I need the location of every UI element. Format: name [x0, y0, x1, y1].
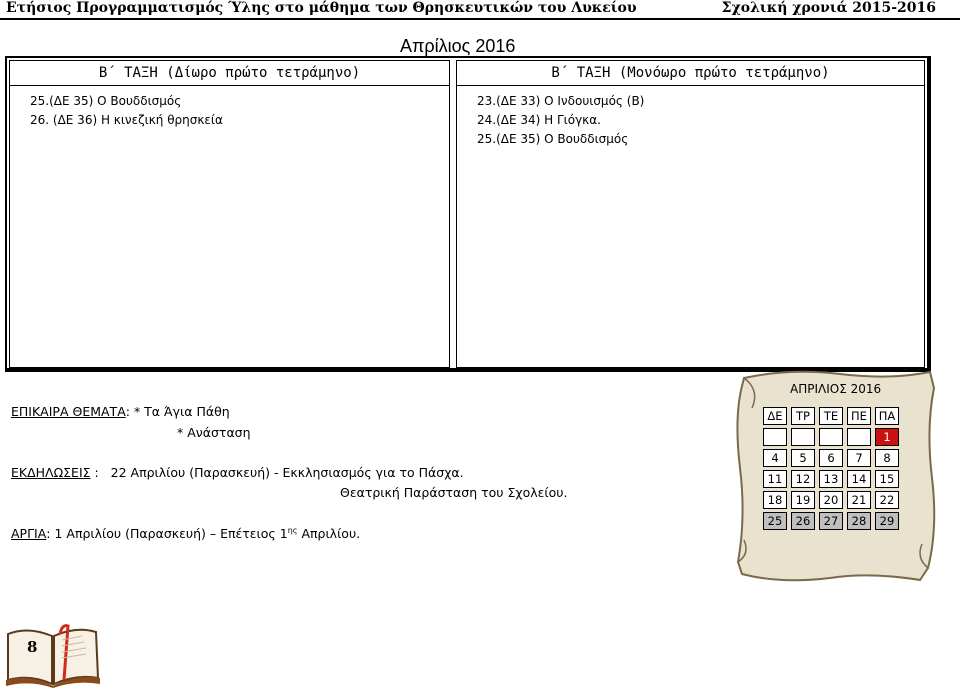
column-title: Β΄ ΤΑΞΗ (Μονόωρο πρώτο τετράμηνο) — [457, 61, 924, 86]
month-title: Απρίλιος 2016 — [400, 36, 516, 56]
day-cell: 25 — [763, 512, 787, 530]
events-label: ΕΚΔΗΛΩΣΕΙΣ — [11, 465, 91, 480]
weekday-cell: ΠΕ — [847, 407, 871, 425]
day-cell: 18 — [763, 491, 787, 509]
calendar-grid — [759, 404, 903, 533]
holiday-line: ΑΡΓΙΑ: 1 Απριλίου (Παρασκευή) – Επέτειος $1^{\eta\varsigma}$ Απριλίου. — [11, 526, 361, 542]
weekday-cell: ΠΑ — [875, 407, 899, 425]
day-cell: 21 — [847, 491, 871, 509]
day-cell: 19 — [791, 491, 815, 509]
column-title: Β΄ ΤΑΞΗ (Δίωρο πρώτο τετράμηνο) — [10, 61, 449, 86]
calendar-header-row — [763, 407, 899, 425]
day-cell: 13 — [819, 470, 843, 488]
list-item: 25.(ΔΕ 35) Ο Βουδδισμός — [477, 132, 629, 146]
list-item: 26. (ΔΕ 36) Η κινεζική θρησκεία — [30, 113, 223, 127]
day-cell: 11 — [763, 470, 787, 488]
day-cell: 4 — [763, 449, 787, 467]
events-line-2 — [340, 485, 568, 500]
day-cell: 20 — [819, 491, 843, 509]
day-cell: 6 — [819, 449, 843, 467]
day-cell — [763, 428, 787, 446]
column-two-hour — [9, 60, 450, 368]
list-item: 24.(ΔΕ 34) Η Γιόγκα. — [477, 113, 601, 127]
list-item: 23.(ΔΕ 33) Ο Ινδουισμός (Β) — [477, 94, 645, 108]
day-cell: 26 — [791, 512, 815, 530]
day-cell: 22 — [875, 491, 899, 509]
header-title: Ετήσιος Προγραμματισμός Ύλης στο μάθημα των Θρησκευτικών του Λυκείου — [6, 0, 637, 16]
events-item: 22 Απριλίου (Παρασκευή) - Εκκλησιασμός για το Πάσχα. — [110, 465, 464, 480]
weekday-cell: ΔΕ — [763, 407, 787, 425]
page-number: 8 — [27, 638, 38, 656]
school-year: Σχολική χρονιά 2015-2016 — [721, 0, 936, 16]
weekday-cell: ΤΡ — [791, 407, 815, 425]
holiday-label: ΑΡΓΙΑ — [11, 526, 47, 542]
weekday-cell: ΤΕ — [819, 407, 843, 425]
calendar-week-row — [763, 449, 899, 467]
topical-label: ΕΠΙΚΑΙΡΑ ΘΕΜΑΤΑ — [11, 404, 126, 419]
topical-line-2 — [177, 425, 251, 440]
topical-item: * Ανάσταση — [177, 425, 251, 440]
open-book-icon — [4, 622, 104, 688]
page-header — [0, 0, 960, 18]
lesson-list — [457, 86, 924, 149]
day-cell: 14 — [847, 470, 871, 488]
day-cell: 27 — [819, 512, 843, 530]
topical-line-1: ΕΠΙΚΑΙΡΑ ΘΕΜΑΤΑ: * Τα Άγια Πάθη — [11, 404, 230, 419]
calendar-week-row — [763, 470, 899, 488]
day-cell: 29 — [875, 512, 899, 530]
calendar-week-row — [763, 428, 899, 446]
day-cell: 7 — [847, 449, 871, 467]
holiday-day-cell: 1 — [875, 428, 899, 446]
day-cell: 8 — [875, 449, 899, 467]
holiday-tail: Απριλίου. — [297, 526, 361, 542]
topical-item: * Τα Άγια Πάθη — [133, 404, 230, 419]
day-cell: 12 — [791, 470, 815, 488]
day-cell: 15 — [875, 470, 899, 488]
day-cell: 5 — [791, 449, 815, 467]
day-cell — [791, 428, 815, 446]
events-item: Θεατρική Παράσταση του Σχολείου. — [340, 485, 568, 500]
column-one-hour — [456, 60, 925, 368]
list-item: 25.(ΔΕ 35) Ο Βουδδισμός — [30, 94, 182, 108]
events-line-1: ΕΚΔΗΛΩΣΕΙΣ : 22 Απριλίου (Παρασκευή) - Εκκλησιασμός για το Πάσχα. — [11, 465, 464, 480]
day-cell: 28 — [847, 512, 871, 530]
calendar-title: ΑΠΡΙΛΙΟΣ 2016 — [790, 382, 882, 396]
calendar-week-row — [763, 512, 899, 530]
holiday-sup: ης — [287, 526, 298, 535]
header-rule — [0, 18, 960, 20]
day-cell — [847, 428, 871, 446]
day-cell — [819, 428, 843, 446]
calendar-week-row — [763, 491, 899, 509]
lesson-list — [10, 86, 449, 130]
holiday-text: 1 Απριλίου (Παρασκευή) – Επέτειος 1 — [54, 526, 288, 542]
